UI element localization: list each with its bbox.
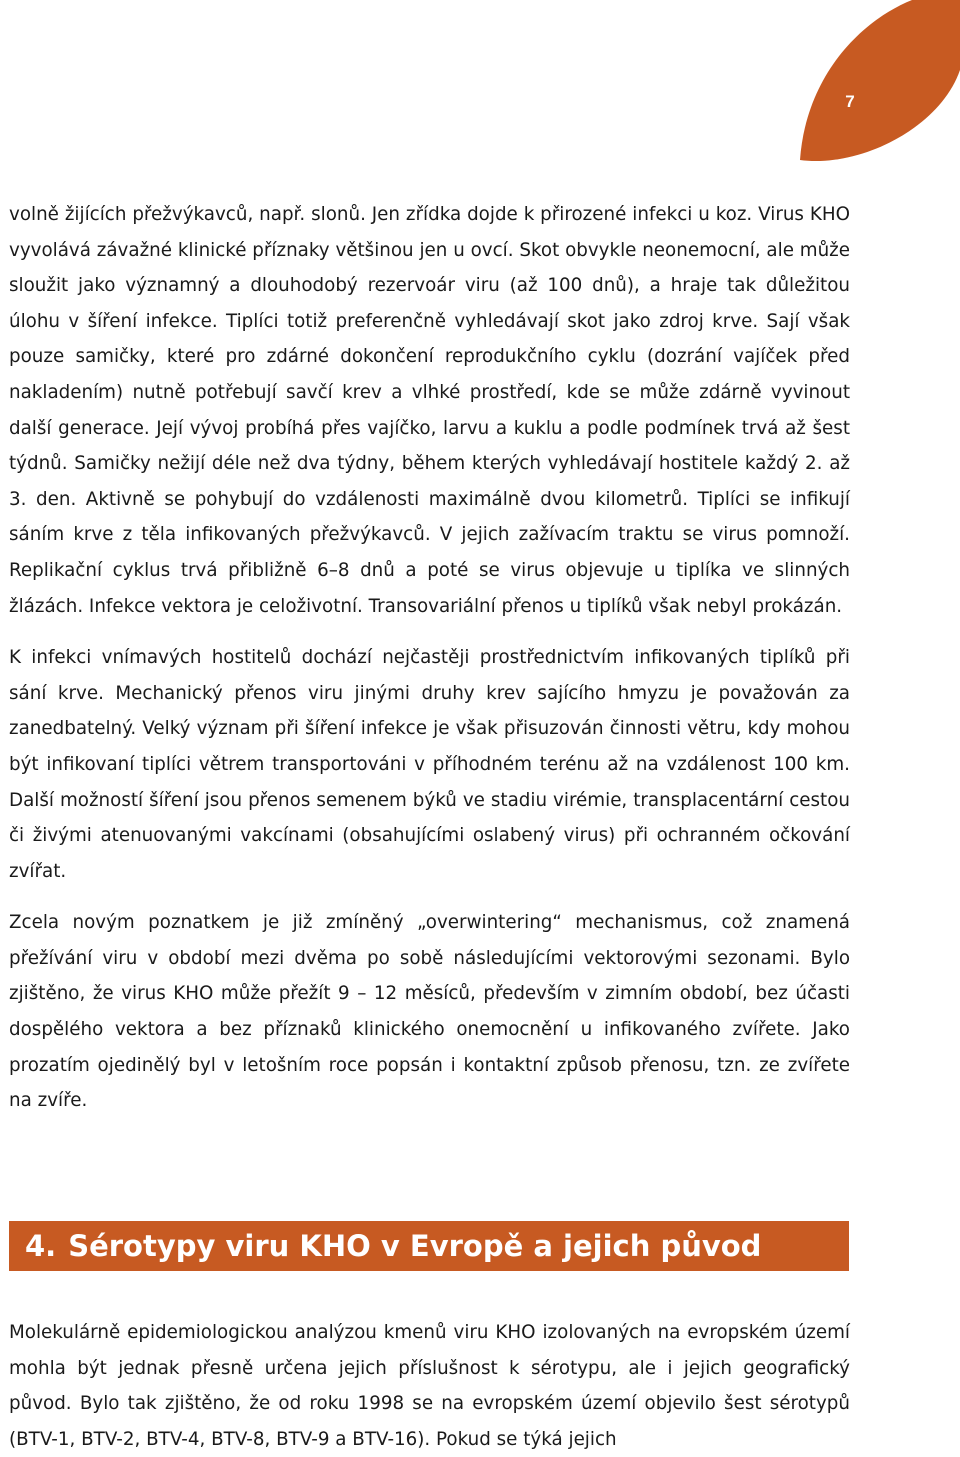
section-title: Sérotypy viru KHO v Evropě a jejich původ xyxy=(68,1229,762,1263)
paragraph: Molekulárně epidemiologickou analýzou kmenů viru KHO izolovaných na evropském území mohla být jednak přesně určena jejich příslušnost k sérotypu, ale i jejich geografický původ. Bylo tak zjištěno, že od roku 1998 se na evropském území objevilo šest sérotypů (BTV-1, BTV-2, BTV-4, BTV-8, BTV-9 a BTV-16). Pokud se týká jejich xyxy=(9,1322,850,1450)
paragraph: volně žijících přežvýkavců, např. slonů. Jen zřídka dojde k přirozené infekci u koz. Virus KHO vyvolává závažné klinické příznaky většinou jen u ovcí. Skot obvykle neonemocní, ale může sloužit jako významný a dlouhodobý rezervoár viru (až 100 dnů), a hraje tak důležitou úlohu v šíření infekce. Tiplíci totiž preferenčně vyhledávají skot jako zdroj krve. Sají však pouze samičky, které pro zdárné dokončení reprodukčního cyklu (dozrání vajíček před nakladením) nutně potřebují savčí krev a vlhké prostředí, kde se může zdárně vyvinout další generace. Její vývoj probíhá přes vajíčko, larvu a kuklu a podle podmínek trvá až šest týdnů. Samičky nežijí déle než dva týdny, během kterých vyhledávají hostitele každý 2. až 3. den. Aktivně se pohybují do vzdálenosti maximálně dvou kilometrů. Tiplíci se infikují sáním krve z těla infikovaných přežvýkavců. V jejich zažívacím traktu se virus pomnoží. Replikační cyklus trvá přibližně 6–8 dnů a poté se virus objevuje u tiplíka ve slinných žlázách. Infekce vektora je celoživotní. Transovariální přenos u tiplíků však nebyl prokázán. xyxy=(9,204,850,617)
paragraph: Zcela novým poznatkem je již zmíněný „overwintering“ mechanismus, což znamená přežívání viru v období mezi dvěma po sobě následujícími vektorovými sezonami. Bylo zjištěno, že virus KHO může přežít 9 – 12 měsíců, především v zimním období, bez účasti dospělého vektora a bez příznaků klinického onemocnění u infikovaného zvířete. Jako prozatím ojedinělý byl v letošním roce popsán i kontaktní způsob přenosu, tzn. ze zvířete na zvíře. xyxy=(9,912,850,1112)
body-text-section xyxy=(9,1315,850,1457)
body-text-top xyxy=(9,197,850,1119)
section-heading xyxy=(9,1221,849,1271)
paragraph: K infekci vnímavých hostitelů dochází nejčastěji prostřednictvím infikovaných tiplíků při sání krve. Mechanický přenos viru jinými druhy krev sajícího hmyzu je považován za zanedbatelný. Velký význam při šíření infekce je však přisuzován činnosti větru, kdy mohou být infikovaní tiplíci větrem transportováni v příhodném terénu až na vzdálenost 100 km. Další možností šíření jsou přenos semenem býků ve stadiu virémie, transplacentární cestou či živými atenuovanými vakcínami (obsahujícími oslabený virus) při ochranném očkování zvířat. xyxy=(9,647,850,882)
section-number: 4. xyxy=(25,1229,57,1263)
page-number: 7 xyxy=(845,92,855,111)
page-corner-leaf-icon xyxy=(800,0,960,170)
